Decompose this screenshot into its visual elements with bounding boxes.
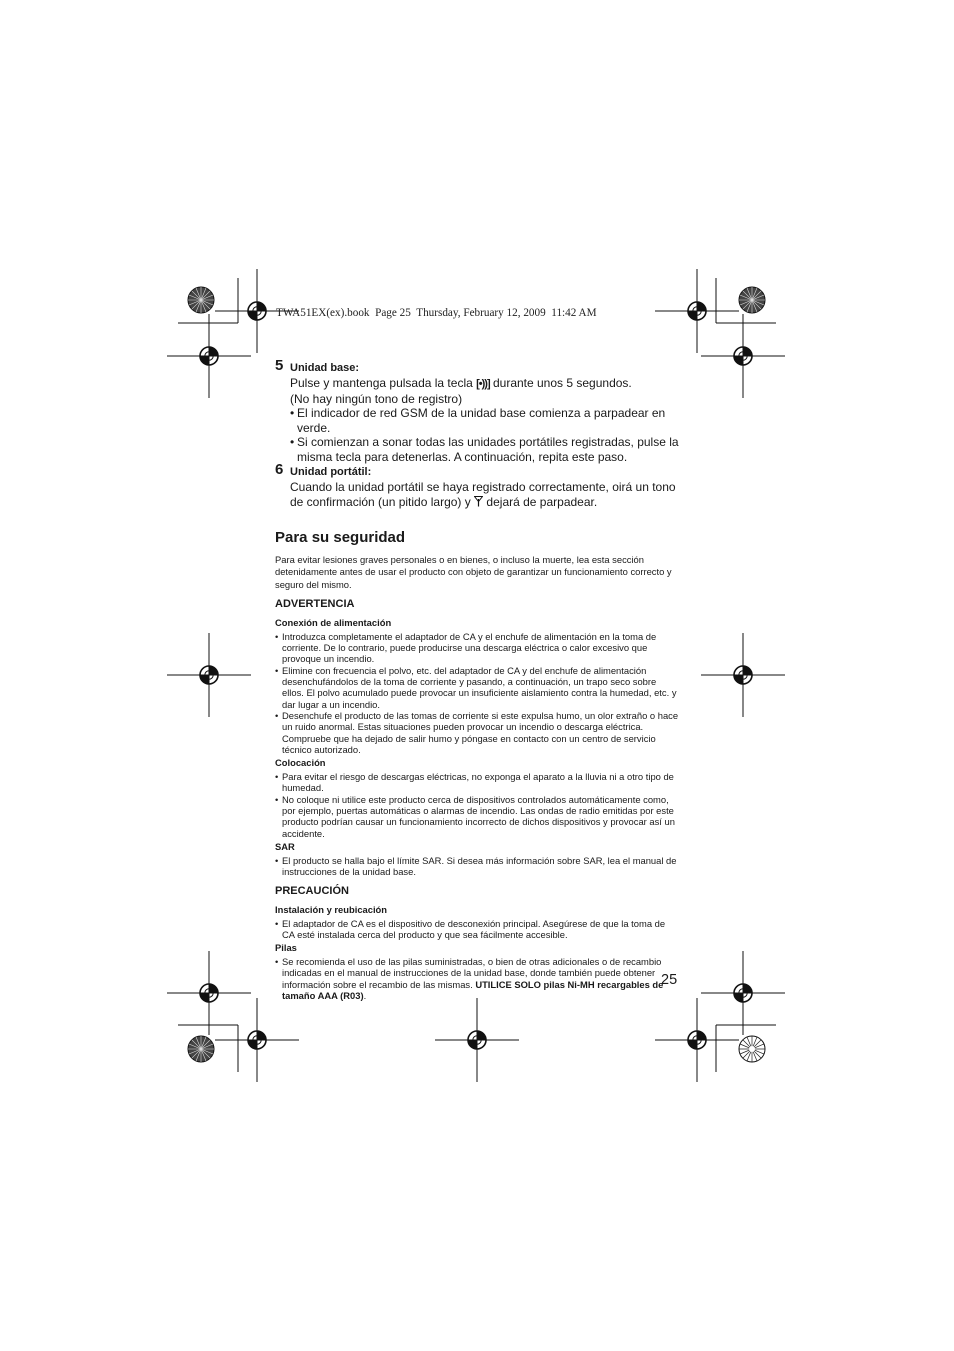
base-key-icon: [•))]: [476, 378, 490, 390]
step-instruction: [290, 480, 680, 509]
registration-cross-right-upper: [701, 314, 785, 398]
registration-cross-top-right: [655, 269, 739, 353]
section-title: Para su seguridad: [275, 529, 406, 546]
warning-heading: ADVERTENCIA: [275, 597, 355, 610]
antenna-icon: [474, 496, 483, 507]
step-number: 5: [275, 357, 284, 374]
battery-emphasis: UTILICE SOLO pilas Ni-MH recargables de tamaño AAA (R03): [282, 978, 664, 1002]
registration-cross-right-lower: [701, 951, 785, 1035]
power-connection-list: [275, 631, 680, 755]
registration-cross-right-middle: [701, 633, 785, 717]
registration-star-bottom-left: [188, 1036, 214, 1062]
registration-star-bottom-right: [739, 1036, 765, 1062]
placement-list: [275, 771, 680, 839]
list-item: • Introduzca completamente el adaptador de CA y el enchufe de alimentación en la toma de corriente. De lo contrario, puede producirse una descarga eléctrica o calor excesivo que provoque un incendio.: [275, 631, 680, 665]
installation-heading: Instalación y reubicación: [275, 903, 388, 915]
instruction-text-end: dejará de parpadear.: [483, 494, 598, 509]
registration-star-top-left: [188, 287, 214, 313]
step-body: [290, 480, 680, 509]
step-body: [290, 376, 680, 464]
page-content: [275, 357, 680, 1002]
list-item: • El producto se halla bajo el límite SAR. Si desea más información sobre SAR, lea el manual de instrucciones de la unidad base.: [275, 855, 680, 878]
list-item: [275, 956, 680, 1001]
placement-heading: Colocación: [275, 757, 326, 769]
list-item: • El adaptador de CA es el dispositivo de desconexión principal. Asegúrese de que la toma de CA esté instalada cerca del producto y que sea fácilmente accesible.: [275, 918, 680, 941]
list-item: • Elimine con frecuencia el polvo, etc. del adaptador de CA y del enchufe de alimentación desenchufándolos de la toma de corriente y pasando, a continuación, un trapo seco sobre ellos. El polvo acumulado puede provocar un insuficiente aislamiento contra la humedad, etc. y dar lugar a un incendio.: [275, 665, 680, 710]
step-title: Unidad base:: [290, 362, 360, 374]
instruction-text: Cuando la unidad portátil se haya registrado correctamente, oirá un tono de confirmación (un pitido largo) y: [290, 480, 676, 509]
step-6: [275, 461, 680, 509]
instruction-text-end: durante unos 5 segundos.: [489, 376, 632, 390]
book-header-line: TWA51EX(ex).book Page 25 Thursday, February 12, 2009 11:42 AM: [276, 307, 597, 319]
instruction-text: Pulse y mantenga pulsada la tecla: [290, 376, 477, 390]
step-instruction: [290, 376, 680, 392]
battery-text: Se recomienda el uso de las pilas suministradas, o bien de otras adicionales o de recambio indicadas en el manual de instrucciones de la unidad base, donde también puede obtener información sobre el recambio de las mismas.: [282, 956, 662, 990]
registration-cross-left-lower: [167, 951, 251, 1035]
safety-intro: Para evitar lesiones graves personales o en bienes, o incluso la muerte, lea esta sección detenidamente antes de usar el producto con objeto de garantizar un funcionamiento correcto y seguro del mismo.: [275, 554, 672, 590]
step-number: 6: [275, 461, 284, 478]
batteries-list: [275, 956, 680, 1001]
caution-heading: PRECAUCIÓN: [275, 884, 349, 897]
power-connection-heading: Conexión de alimentación: [275, 616, 392, 628]
step-bullet: • Si comienzan a sonar todas las unidades portátiles registradas, pulse la misma tecla para detenerlas. A continuación, repita este paso.: [290, 435, 680, 464]
list-item: • No coloque ni utilice este producto cerca de dispositivos controlados automáticamente como, por ejemplo, puertas automáticas o alarmas de incendio. Las ondas de radio emitidas por este producto podrían causar un funcionamiento incorrecto de dichos dispositivos y provocar así un accidente.: [275, 794, 680, 839]
list-item: • Desenchufe el producto de las tomas de corriente si este expulsa humo, un olor extraño o hace un ruido anormal. Estas situaciones pueden provocar un incendio o descarga eléctrica. Compruebe que ha dejado de salir humo y póngase en contacto con un centro de servicio técnico autorizado.: [275, 710, 680, 755]
registration-cross-bottom-center: [435, 998, 519, 1082]
sar-heading: SAR: [275, 840, 295, 852]
list-item: • Para evitar el riesgo de descargas eléctricas, no exponga el aparato a la lluvia ni a otro tipo de humedad.: [275, 771, 680, 794]
sar-list: [275, 855, 680, 878]
registration-cross-left-middle: [167, 633, 251, 717]
step-title: Unidad portátil:: [290, 466, 372, 478]
step-5: [275, 357, 680, 464]
registration-cross-left-upper: [167, 314, 251, 398]
step-note: (No hay ningún tono de registro): [290, 391, 463, 406]
registration-star-top-right: [739, 287, 765, 313]
installation-list: [275, 918, 680, 941]
registration-cross-bottom-right: [655, 998, 739, 1082]
step-bullet: • El indicador de red GSM de la unidad base comienza a parpadear en verde.: [290, 406, 680, 435]
registration-cross-bottom-left: [215, 998, 299, 1082]
battery-text-end: .: [363, 990, 367, 1002]
page-number: 25: [661, 972, 678, 988]
batteries-heading: Pilas: [275, 942, 297, 954]
